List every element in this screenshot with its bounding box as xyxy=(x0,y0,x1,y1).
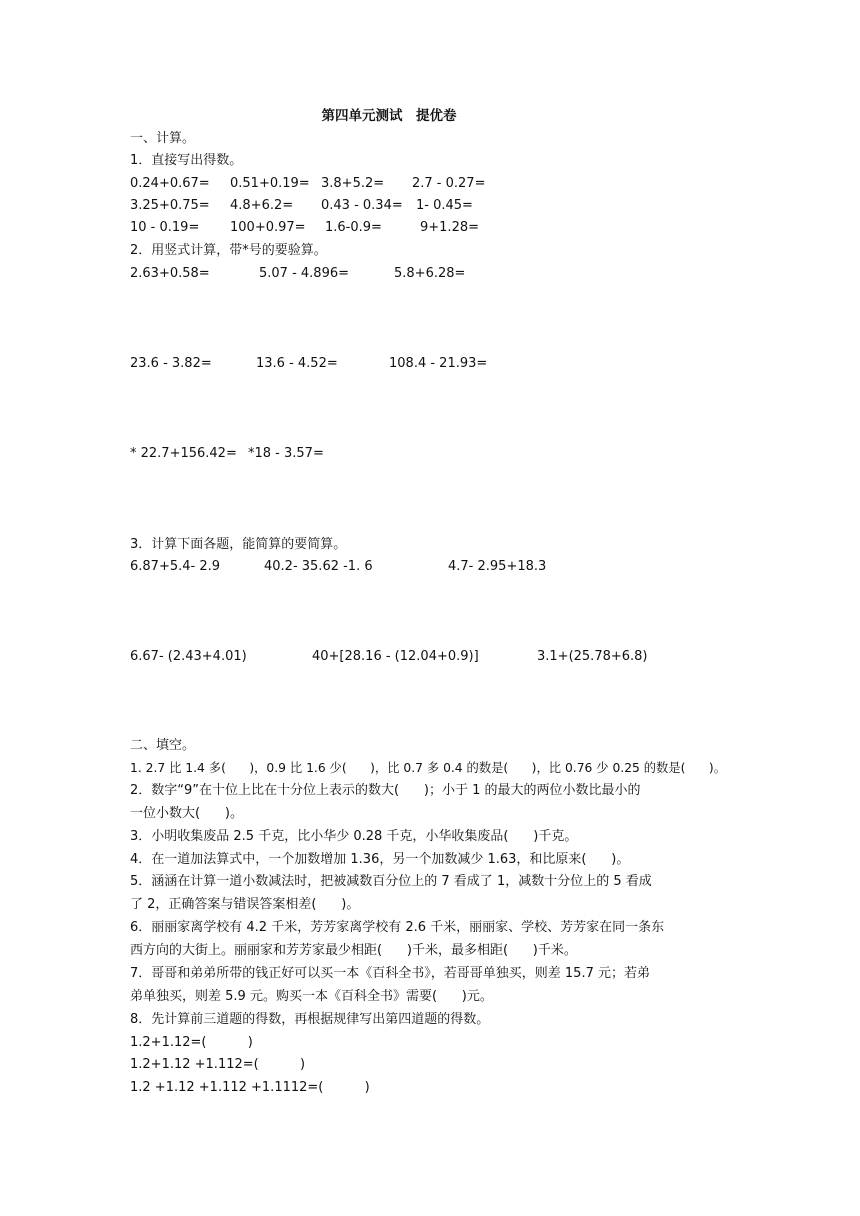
q2-item: * 22.7+156.42= xyxy=(130,446,237,461)
q2-item: 2.63+0.58= xyxy=(130,266,210,281)
q3-item: 6.87+5.4- 2.9 xyxy=(130,559,221,574)
q2-label: 2．用竖式计算，带*号的要验算。 xyxy=(130,243,327,258)
q1-item: 9+1.28= xyxy=(420,220,480,235)
q3-item: 6.67- (2.43+4.01) xyxy=(130,649,247,664)
q1-item: 0.51+0.19= xyxy=(230,176,310,191)
fill-line-6: 5．涵涵在计算一道小数减法时，把被减数百分位上的 7 看成了 1，减数十分位上的 5 看成 xyxy=(130,874,652,889)
fill-line-11: 弟单独买，则差 5.9 元。购买一本《百科全书》需要( )元。 xyxy=(130,989,493,1004)
q2-item: 5.8+6.28= xyxy=(394,266,466,281)
q3-item: 40.2- 35.62 -1. 6 xyxy=(264,559,373,574)
q1-item: 10 - 0.19= xyxy=(130,220,200,235)
fill-line-2: 2．数字“9”在十位上比在十分位上表示的数大( )；小于 1 的最大的两位小数比最小的 xyxy=(130,783,641,798)
fill-line-13: 1.2+1.12=( ) xyxy=(130,1035,253,1050)
fill-line-9: 西方向的大街上。丽丽家和芳芳家最少相距( )千米，最多相距( )千米。 xyxy=(130,943,577,958)
fill-line-7: 了 2，正确答案与错误答案相差( )。 xyxy=(130,897,360,912)
fill-line-1: 1. 2.7 比 1.4 多( )，0.9 比 1.6 少( )，比 0.7 多 0.4 的数是( )，比 0.76 少 0.25 的数是( )。 xyxy=(130,761,726,775)
section-2-heading: 二、填空。 xyxy=(130,738,196,753)
fill-line-5: 4．在一道加法算式中，一个加数增加 1.36，另一个加数减少 1.63，和比原来( )。 xyxy=(130,852,630,867)
q2-item: 108.4 - 21.93= xyxy=(389,356,488,371)
fill-line-12: 8．先计算前三道题的得数，再根据规律写出第四道题的得数。 xyxy=(130,1012,490,1027)
fill-line-15: 1.2 +1.12 +1.112 +1.1112=( ) xyxy=(130,1080,370,1095)
q1-item: 4.8+6.2= xyxy=(230,198,294,213)
q3-item: 3.1+(25.78+6.8) xyxy=(537,649,648,664)
q1-item: 2.7 - 0.27= xyxy=(412,176,486,191)
section-1-heading: 一、计算。 xyxy=(130,131,196,146)
fill-line-4: 3．小明收集废品 2.5 千克，比小华少 0.28 千克，小华收集废品( )千克。 xyxy=(130,829,578,844)
fill-line-10: 7．哥哥和弟弟所带的钱正好可以买一本《百科全书》，若哥哥单独买，则差 15.7 元；若弟 xyxy=(130,966,650,981)
q3-item: 40+[28.16 - (12.04+0.9)] xyxy=(312,649,479,664)
q3-item: 4.7- 2.95+18.3 xyxy=(448,559,547,574)
q2-item: 5.07 - 4.896= xyxy=(259,266,350,281)
fill-line-8: 6．丽丽家离学校有 4.2 千米，芳芳家离学校有 2.6 千米，丽丽家、学校、芳芳家在同一条东 xyxy=(130,920,665,935)
q2-item: 13.6 - 4.52= xyxy=(256,356,338,371)
q1-label: 1．直接写出得数。 xyxy=(130,153,243,168)
fill-line-3: 一位小数大( )。 xyxy=(130,806,243,821)
q2-item: *18 - 3.57= xyxy=(248,446,324,461)
q1-item: 1- 0.45= xyxy=(416,198,473,213)
q3-label: 3．计算下面各题，能简算的要简算。 xyxy=(130,537,347,552)
q1-item: 0.24+0.67= xyxy=(130,176,210,191)
q1-item: 100+0.97= xyxy=(230,220,306,235)
q1-item: 3.25+0.75= xyxy=(130,198,210,213)
q1-item: 1.6-0.9= xyxy=(325,220,382,235)
fill-line-14: 1.2+1.12 +1.112=( ) xyxy=(130,1057,306,1072)
q1-item: 0.43 - 0.34= xyxy=(321,198,403,213)
q1-item: 3.8+5.2= xyxy=(321,176,385,191)
page-title: 第四单元测试 提优卷 xyxy=(321,108,457,124)
q2-item: 23.6 - 3.82= xyxy=(130,356,212,371)
